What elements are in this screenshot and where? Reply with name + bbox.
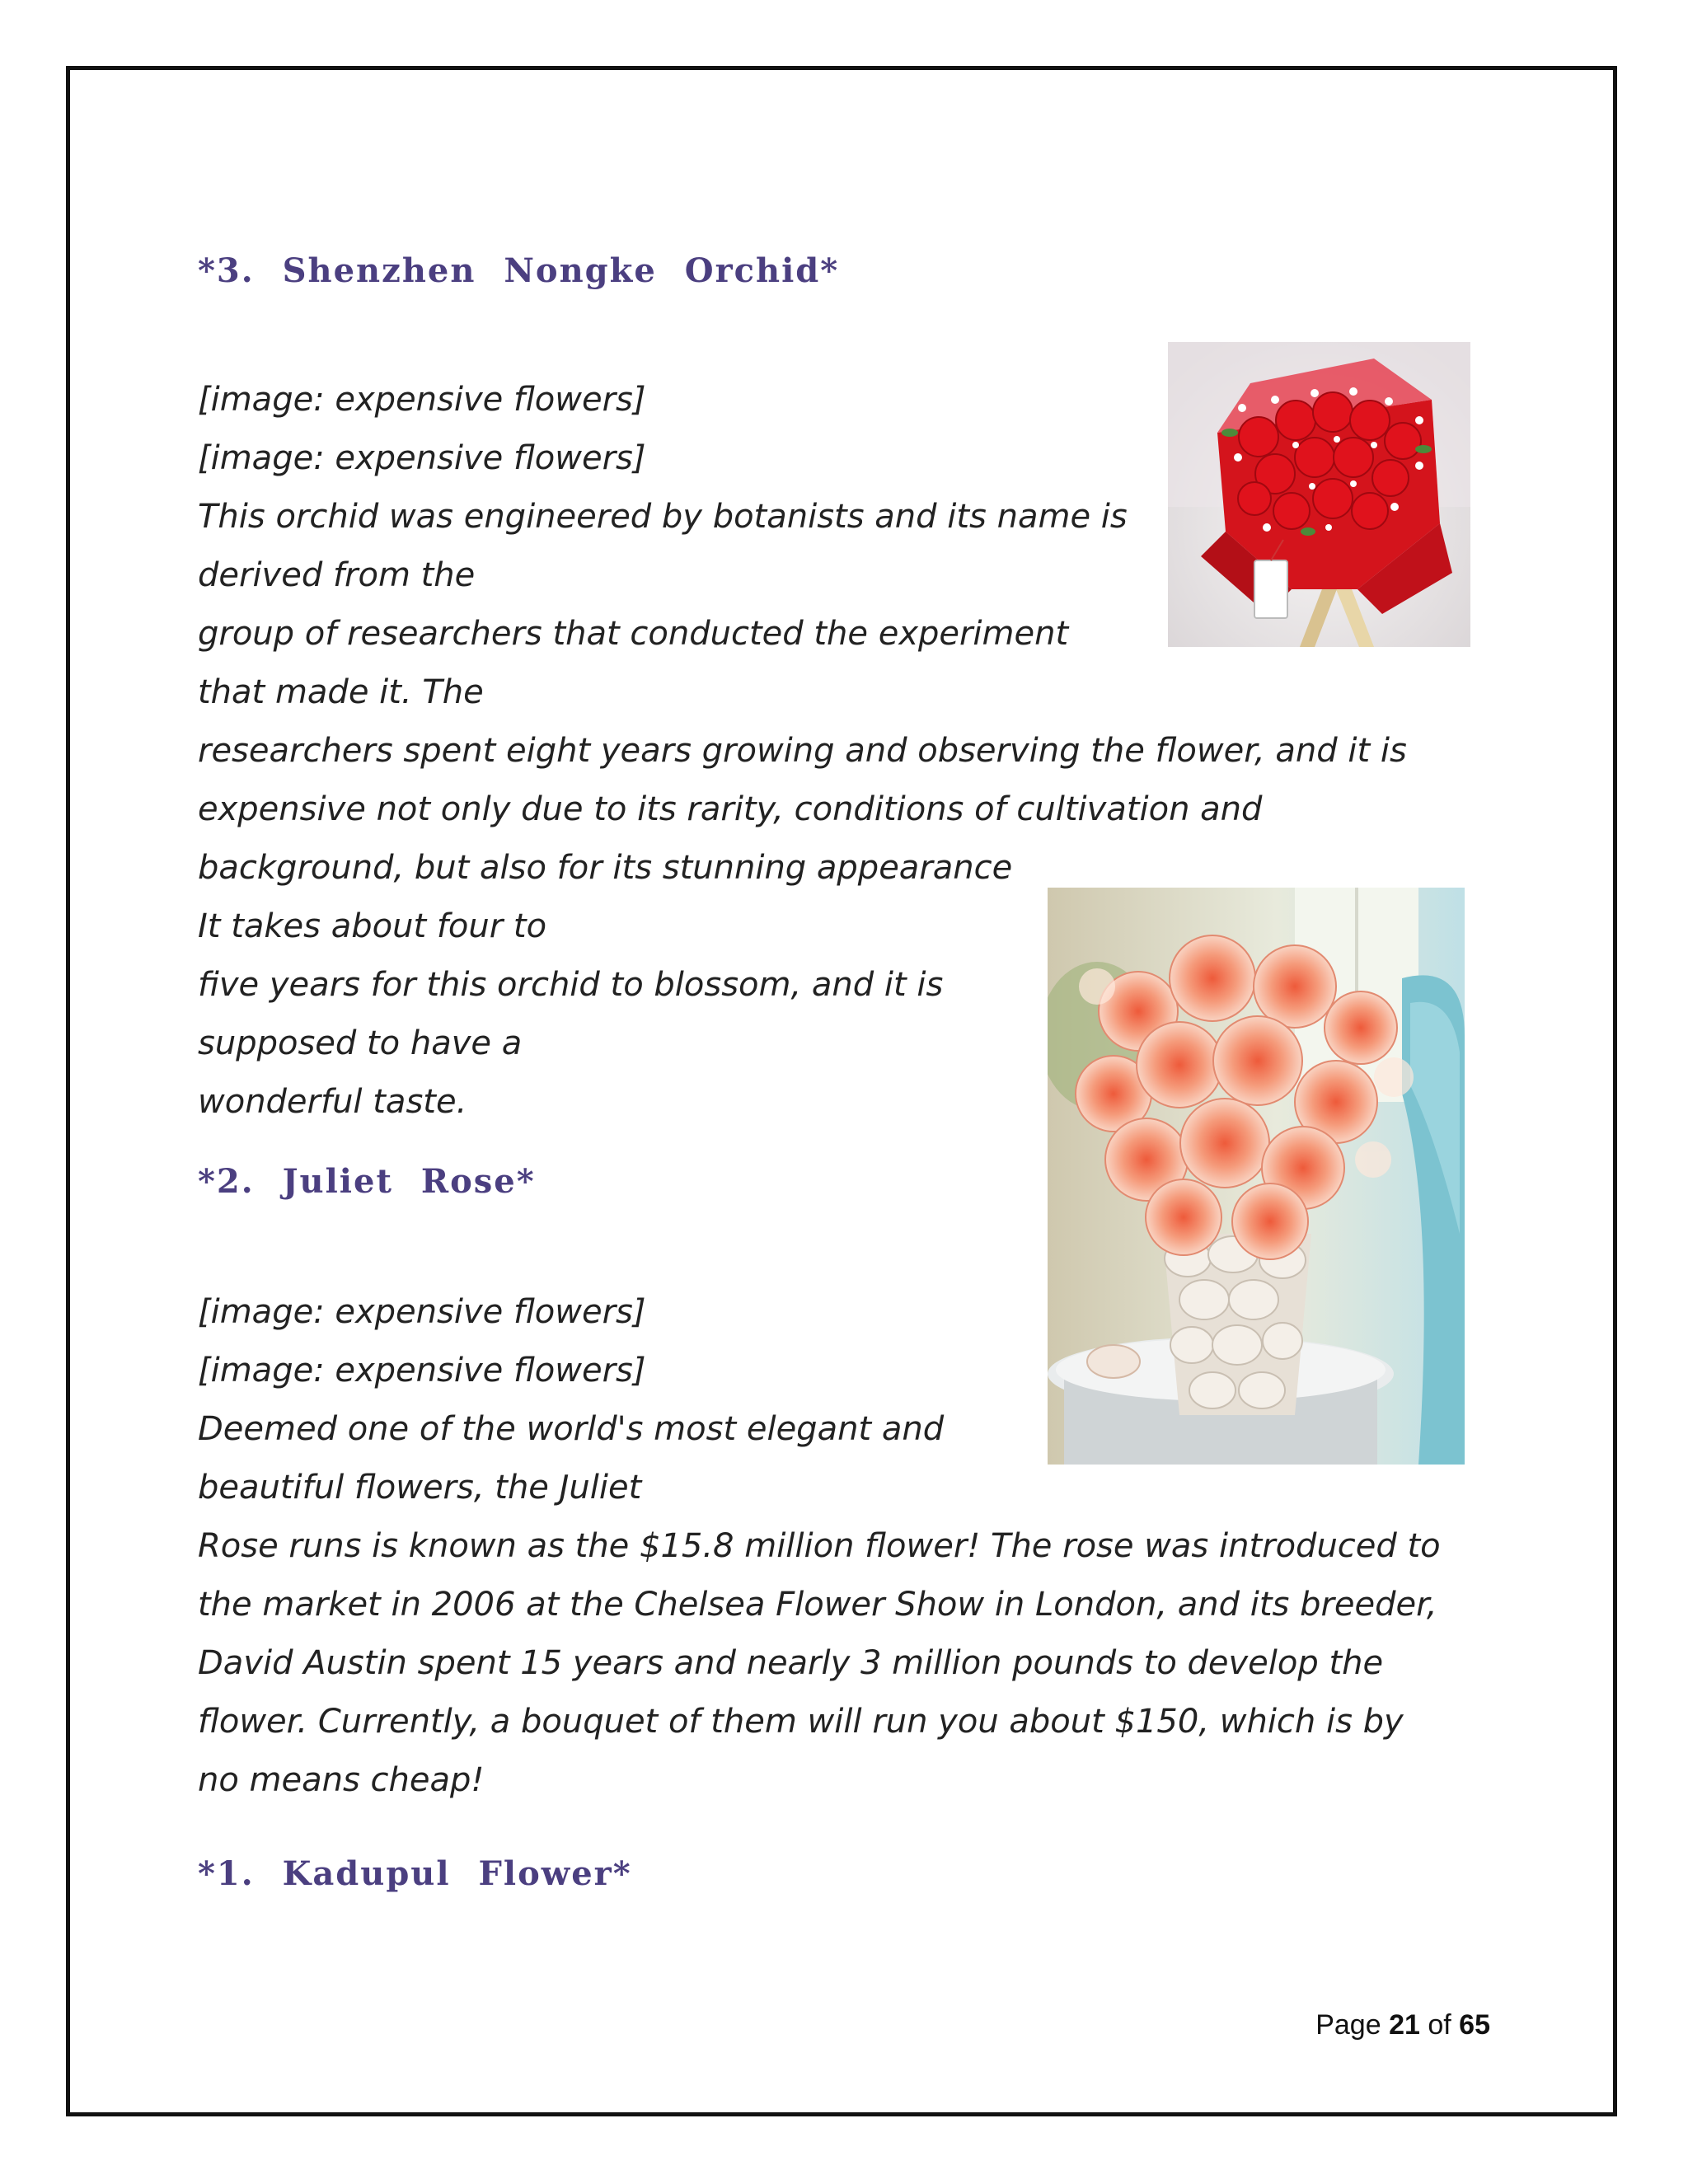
text-line: Rose runs is known as the $15.8 million flower! The rose was introduced to (198, 1527, 1441, 1565)
text-line: [image: expensive flowers] (198, 439, 646, 477)
text-line: [image: expensive flowers] (198, 1352, 646, 1390)
text-line: David Austin spent 15 years and nearly 3 million pounds to develop the (198, 1644, 1384, 1682)
text-line: Deemed one of the world's most elegant and (198, 1410, 945, 1448)
page-number-footer (1315, 2009, 1490, 2041)
of-word: of (1428, 2009, 1451, 2041)
text-line: expensive not only due to its rarity, conditions of cultivation and (198, 790, 1263, 828)
heading-kadupul-flower: *1. Kadupul Flower* (198, 1854, 632, 1893)
text-line: group of researchers that conducted the experiment (198, 615, 1069, 653)
text-line: [image: expensive flowers] (198, 381, 646, 419)
text-line: [image: expensive flowers] (198, 1293, 646, 1331)
current-page-number: 21 (1389, 2009, 1420, 2041)
text-line: that made it. The (198, 673, 484, 711)
red-bouquet-image (1168, 342, 1470, 647)
text-line: no means cheap! (198, 1761, 485, 1799)
text-line: five years for this orchid to blossom, and it is (198, 966, 944, 1004)
juliet-text-block (198, 1283, 1441, 1810)
text-line: beautiful flowers, the Juliet (198, 1469, 642, 1507)
text-line: the market in 2006 at the Chelsea Flower Show in London, and its breeder, (198, 1586, 1437, 1624)
text-line: flower. Currently, a bouquet of them will run you about $150, which is by (198, 1703, 1404, 1741)
total-pages: 65 (1459, 2009, 1490, 2041)
text-line: background, but also for its stunning appearance (198, 849, 1013, 887)
text-line: wonderful taste. (198, 1083, 467, 1121)
text-line: derived from the (198, 556, 476, 594)
page-word: Page (1315, 2009, 1381, 2041)
text-line: It takes about four to (198, 907, 547, 945)
text-line: researchers spent eight years growing and observing the flower, and it is (198, 732, 1407, 770)
text-line: supposed to have a (198, 1024, 523, 1062)
heading-juliet-rose: *2. Juliet Rose* (198, 1162, 536, 1201)
heading-shenzhen-nongke-orchid: *3. Shenzhen Nongke Orchid* (198, 251, 840, 290)
text-line: This orchid was engineered by botanists and its name is (198, 498, 1128, 536)
